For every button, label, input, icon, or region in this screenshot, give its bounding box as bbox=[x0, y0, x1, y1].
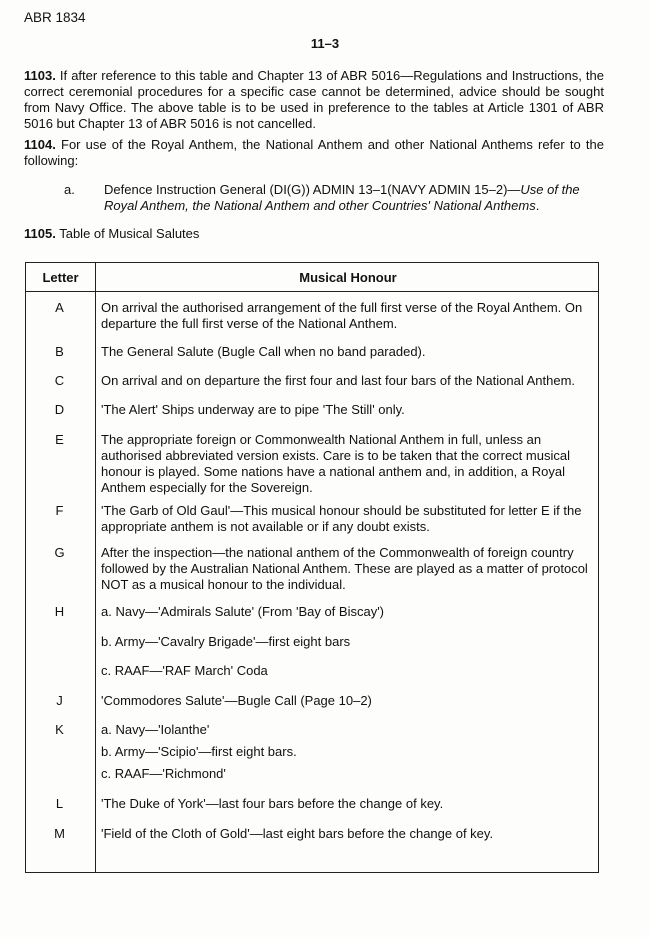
row-text-h-b: b. Army—'Cavalry Brigade'—first eight bars bbox=[101, 634, 351, 649]
header-musical-honour: Musical Honour bbox=[299, 270, 397, 285]
row-letter-l: L bbox=[55, 796, 64, 811]
reference-item-a bbox=[64, 182, 604, 214]
row-text-c: On arrival and on departure the first four and last four bars of the National Anthem. bbox=[101, 373, 576, 388]
item-tail: . bbox=[535, 198, 540, 213]
item-text bbox=[104, 182, 604, 214]
row-text-k-b: b. Army—'Scipio'—first eight bars. bbox=[101, 744, 297, 759]
item-reference: Defence Instruction General (DI(G)) ADMIN 13–1(NAVY ADMIN 15–2)— bbox=[104, 182, 521, 197]
row-letter-b: B bbox=[55, 344, 64, 359]
table-caption: Table of Musical Salutes bbox=[59, 226, 200, 241]
document-id: ABR 1834 bbox=[24, 10, 86, 25]
row-letter-a: A bbox=[55, 300, 64, 315]
row-letter-k: K bbox=[55, 722, 64, 737]
item-letter: a. bbox=[64, 182, 75, 197]
row-text-k-a: a. Navy—'Iolanthe' bbox=[101, 722, 210, 737]
paragraph-text: For use of the Royal Anthem, the National Anthem and other National Anthems refer to the following: bbox=[24, 137, 604, 168]
row-text-k-c: c. RAAF—'Richmond' bbox=[101, 766, 226, 781]
column-divider bbox=[95, 263, 96, 872]
row-text-d: 'The Alert' Ships underway are to pipe 'The Still' only. bbox=[101, 402, 405, 417]
paragraph-text: If after reference to this table and Chapter 13 of ABR 5016—Regulations and Instructions, the correct ceremonial procedures for a specific case cannot be determined, advice should be sought from Navy Office. The above table is to be used in preference to the tables at Article 1301 of ABR 5016 but Chapter 13 of ABR 5016 is not cancelled. bbox=[24, 68, 604, 131]
row-text-j: 'Commodores Salute'—Bugle Call (Page 10–2) bbox=[101, 693, 372, 708]
paragraph-1105 bbox=[24, 226, 604, 242]
paragraph-number: 1104. bbox=[24, 137, 56, 152]
row-text-h-c: c. RAAF—'RAF March' Coda bbox=[101, 663, 268, 678]
header-letter: Letter bbox=[42, 270, 79, 285]
paragraph-number: 1105. bbox=[24, 226, 56, 241]
item-title: Use of the Royal Anthem, the National Anthem and other Countries' National Anthems bbox=[104, 182, 580, 213]
row-letter-m: M bbox=[54, 826, 65, 841]
paragraph-1104 bbox=[24, 137, 604, 169]
row-text-f: 'The Garb of Old Gaul'—This musical honour should be substituted for letter E if the appropriate anthem is not available or if any doubt exists. bbox=[101, 503, 582, 534]
row-letter-c: C bbox=[54, 373, 65, 388]
paragraph-number: 1103. bbox=[24, 68, 56, 83]
row-letter-h: H bbox=[54, 604, 65, 619]
row-text-m: 'Field of the Cloth of Gold'—last eight bars before the change of key. bbox=[101, 826, 494, 841]
row-text-h-a: a. Navy—'Admirals Salute' (From 'Bay of Biscay') bbox=[101, 604, 385, 619]
row-letter-f: F bbox=[55, 503, 64, 518]
row-text-l: 'The Duke of York'—last four bars before the change of key. bbox=[101, 796, 444, 811]
row-letter-j: J bbox=[56, 693, 63, 708]
paragraph-1103 bbox=[24, 68, 604, 132]
row-text-g: After the inspection—the national anthem of the Commonwealth of foreign country followed by the Australian National Anthem. These are played as a matter of protocol NOT as a musical honour to the individual. bbox=[101, 545, 588, 592]
row-letter-e: E bbox=[55, 432, 64, 447]
row-text-a: On arrival the authorised arrangement of the full first verse of the Royal Anthem. On departure the full first verse of the National Anthem. bbox=[101, 300, 583, 331]
row-text-e: The appropriate foreign or Commonwealth National Anthem in full, unless an authorised abbreviated version exists. Care is to be taken that the correct musical honour is played. Some nations have a national anthem and, in addition, a Royal Anthem especially for the Sovereign. bbox=[101, 432, 570, 495]
row-text-b: The General Salute (Bugle Call when no band paraded). bbox=[101, 344, 426, 359]
row-letter-d: D bbox=[54, 402, 65, 417]
row-letter-g: G bbox=[54, 545, 65, 560]
page-number: 11–3 bbox=[310, 36, 340, 51]
